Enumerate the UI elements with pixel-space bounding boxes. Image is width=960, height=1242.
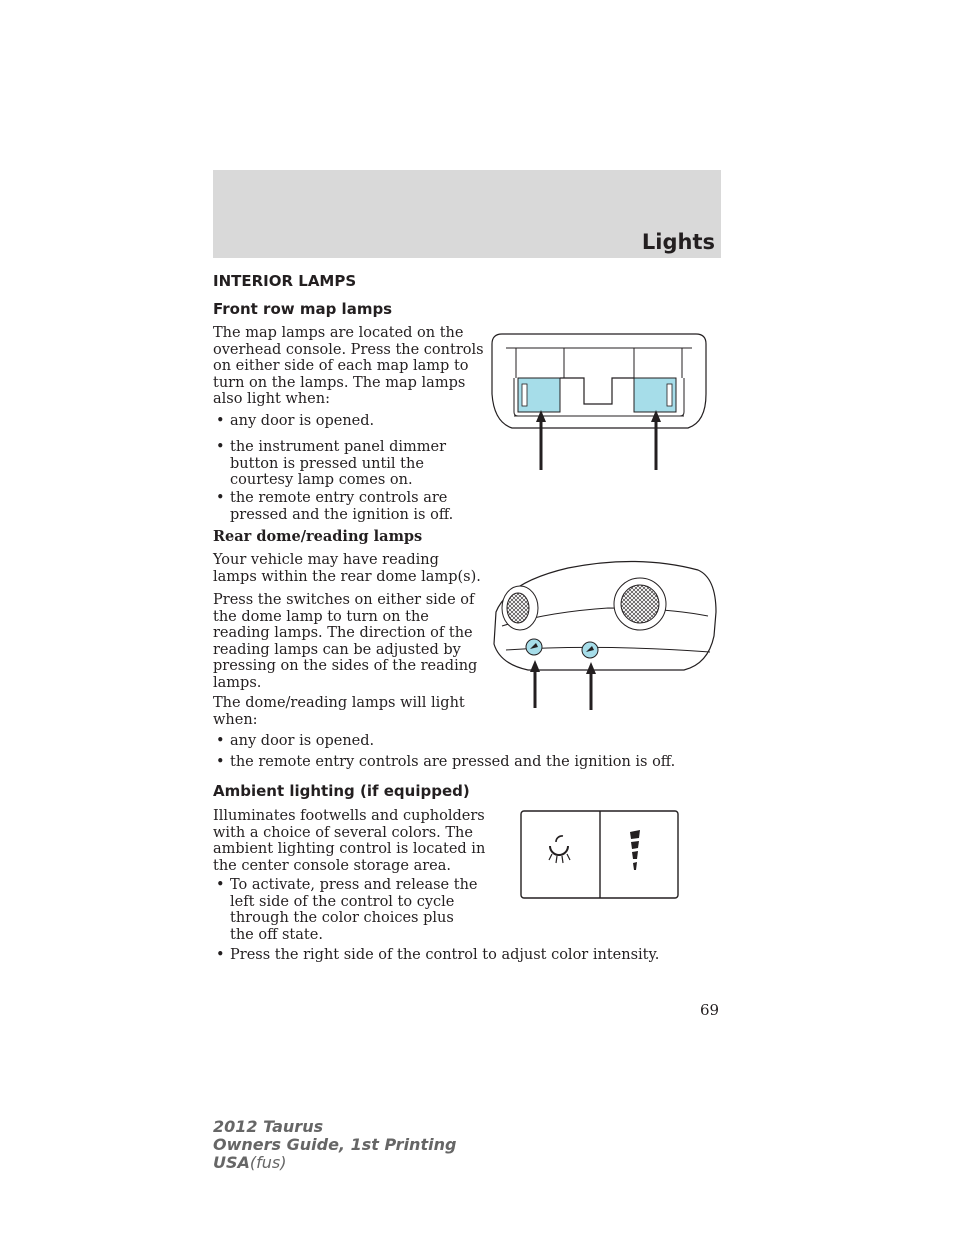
section-header-band <box>213 170 721 258</box>
text-line: pressing on the sides of the reading <box>213 658 478 674</box>
right-lens-grille <box>621 585 659 623</box>
text-line: with a choice of several colors. The <box>213 824 473 841</box>
text-line: when: <box>213 711 258 728</box>
front-map-intro <box>213 325 484 408</box>
rear-dome-para-1 <box>213 552 481 585</box>
overhead-console-figure <box>488 330 712 480</box>
text-line: through the color choices plus <box>230 910 454 926</box>
front-map-bullet-3 <box>216 490 453 523</box>
ambient-control-figure <box>520 810 680 900</box>
ambient-bullet-1 <box>216 877 478 943</box>
rear-dome-lamp-figure <box>488 552 718 712</box>
text-line: Press the right side of the control to adjust color intensity. <box>230 947 660 963</box>
bullet-dot: • <box>216 413 225 429</box>
text-line: The map lamps are located on the <box>213 325 464 341</box>
bullet-dot: • <box>216 733 225 749</box>
text-line: the dome lamp to turn on the <box>213 608 429 625</box>
text-line: the remote entry controls are pressed and the ignition is off. <box>230 754 676 770</box>
text-line: button is pressed until the <box>230 455 424 472</box>
text-line: ambient lighting control is located in <box>213 841 486 857</box>
footer-region: USA <box>213 1153 250 1172</box>
text-line: To activate, press and release the <box>230 877 478 893</box>
ambient-bullet-2 <box>216 947 659 964</box>
text-line: Your vehicle may have reading <box>213 552 439 568</box>
left-lamp-switch <box>522 384 527 406</box>
heading-ambient-lighting: Ambient lighting (if equipped) <box>213 782 470 800</box>
right-lamp-switch <box>667 384 672 406</box>
text-line: pressed and the ignition is off. <box>230 506 454 523</box>
heading-interior-lamps: INTERIOR LAMPS <box>213 272 357 290</box>
text-line: the center console storage area. <box>213 857 451 874</box>
text-line: turn on the lamps. The map lamps <box>213 374 466 391</box>
rear-dome-para-2 <box>213 592 477 691</box>
text-line: The dome/reading lamps will light <box>213 695 465 711</box>
footer-line <box>213 1154 456 1172</box>
text-line: reading lamps can be adjusted by <box>213 641 461 658</box>
bullet-dot: • <box>216 754 225 770</box>
text-line: lamps within the rear dome lamp(s). <box>213 568 481 585</box>
text-line: overhead console. Press the controls <box>213 341 484 358</box>
page-number: 69 <box>700 1001 720 1019</box>
heading-front-row-map-lamps: Front row map lamps <box>213 300 393 318</box>
text-line: on either side of each map lamp to <box>213 358 469 374</box>
ambient-intro <box>213 808 485 874</box>
bullet-dot: • <box>216 439 225 455</box>
front-map-bullet-2 <box>216 439 446 489</box>
footer-imprint <box>213 1118 456 1172</box>
text-line: any door is opened. <box>230 413 375 429</box>
section-title: Lights <box>641 230 715 254</box>
rear-dome-bullet-2 <box>216 754 675 771</box>
text-line: reading lamps. The direction of the <box>213 625 473 641</box>
text-line: any door is opened. <box>230 733 375 749</box>
text-line: also light when: <box>213 391 330 407</box>
front-map-bullet-1 <box>216 413 374 430</box>
footer-line: 2012 Taurus <box>213 1117 324 1136</box>
bullet-dot: • <box>216 877 225 893</box>
text-line: left side of the control to cycle <box>230 893 455 910</box>
footer-region-code: (fus) <box>249 1153 287 1172</box>
bullet-dot: • <box>216 947 225 963</box>
footer-line: Owners Guide, 1st Printing <box>213 1135 457 1154</box>
text-line: lamps. <box>213 674 262 691</box>
rear-dome-para-3 <box>213 695 465 728</box>
text-line: the remote entry controls are <box>230 490 448 506</box>
text-line: Illuminates footwells and cupholders <box>213 808 485 824</box>
rear-dome-bullet-1 <box>216 733 374 750</box>
text-line: the instrument panel dimmer <box>230 439 446 455</box>
text-line: Press the switches on either side of <box>213 592 475 608</box>
left-lens-grille <box>507 593 529 623</box>
bullet-dot: • <box>216 490 225 506</box>
heading-rear-dome-reading-lamps: Rear dome/reading lamps <box>213 528 423 545</box>
text-line: courtesy lamp comes on. <box>230 472 413 488</box>
text-line: the off state. <box>230 926 323 943</box>
